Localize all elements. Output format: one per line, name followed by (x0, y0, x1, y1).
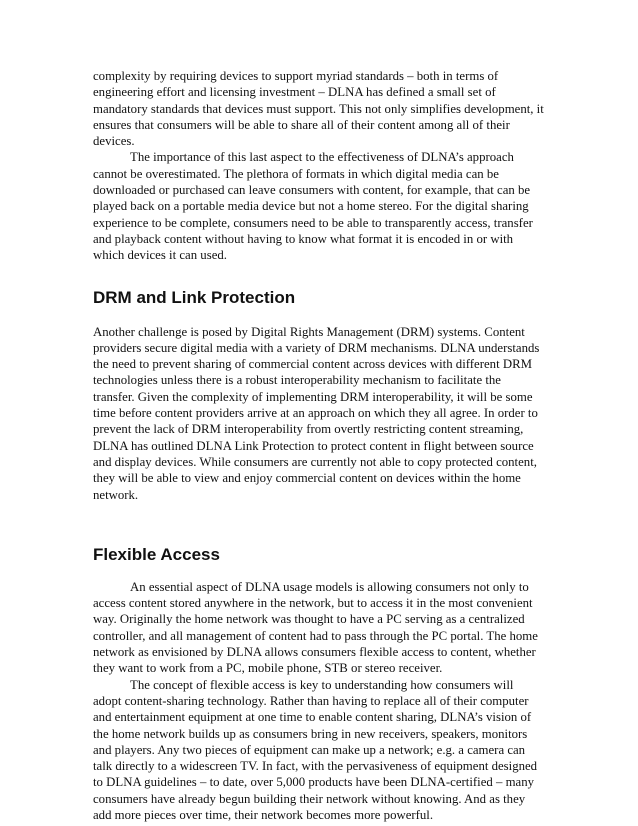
flexible-access-paragraph-2: The concept of flexible access is key to understanding how consumers will adopt content-sharing technology. Rather than having to replace all of their computer and entertainment equipment at one time to enable content sharing, DLNA’s vision of the home network builds up as consumers bring in new receivers, speakers, monitors and players. Any two pieces of equipment can make up a network; e.g. a camera can talk directly to a widescreen TV. In fact, with the pervasiveness of equipment designed to DLNA guidelines – to date, over 5,000 products have been DLNA-certified – many consumers have already begun building their network without knowing. And as they add more pieces over time, their network becomes more powerful. (93, 677, 538, 822)
section-heading-flexible-access: Flexible Access (93, 544, 220, 564)
intro-paragraph-2: The importance of this last aspect to the effectiveness of DLNA’s approach cannot be overestimated. The plethora of formats in which digital media can be downloaded or purchased can leave consumers with content, for example, that can be played back on a portable media device but not a home stereo. For the digital sharing experience to be complete, consumers need to be able to transparently access, transfer and playback content without having to know what format it is encoded in or with which devices it can used. (93, 150, 533, 263)
intro-paragraph-1: complexity by requiring devices to support myriad standards – both in terms of engineering effort and licensing investment – DLNA has defined a small set of mandatory standards that devices must support. This not only simplifies development, it ensures that consumers will be able to share all of their content among all of their devices. (93, 69, 544, 149)
section-heading-drm: DRM and Link Protection (93, 287, 296, 307)
flexible-access-paragraph-1: An essential aspect of DLNA usage models is allowing consumers not only to access content stored anywhere in the network, but to access it in the most convenient way. Originally the home network was thought to have a PC serving as a centralized controller, and all management of content had to pass through the PC portal. The home network as envisioned by DLNA allows consumers flexible access to content, whether they want to work from a PC, mobile phone, STB or stereo receiver. (93, 579, 538, 676)
drm-paragraph: Another challenge is posed by Digital Rights Management (DRM) systems. Content providers secure digital media with a variety of DRM mechanisms. DLNA understands the need to prevent sharing of commercial content across devices with different DRM technologies unless there is a robust interoperability mechanism to facilitate the transfer. Given the complexity of implementing DRM interoperability, it will be some time before content providers arrive at an approach on which they all agree. In order to prevent the lack of DRM interoperability from overtly restricting content streaming, DLNA has outlined DLNA Link Protection to protect content in flight between source and display devices. While consumers are currently not able to copy protected content, they will be able to view and enjoy commercial content on devices within the home network. (93, 324, 540, 502)
document-page (93, 68, 545, 823)
